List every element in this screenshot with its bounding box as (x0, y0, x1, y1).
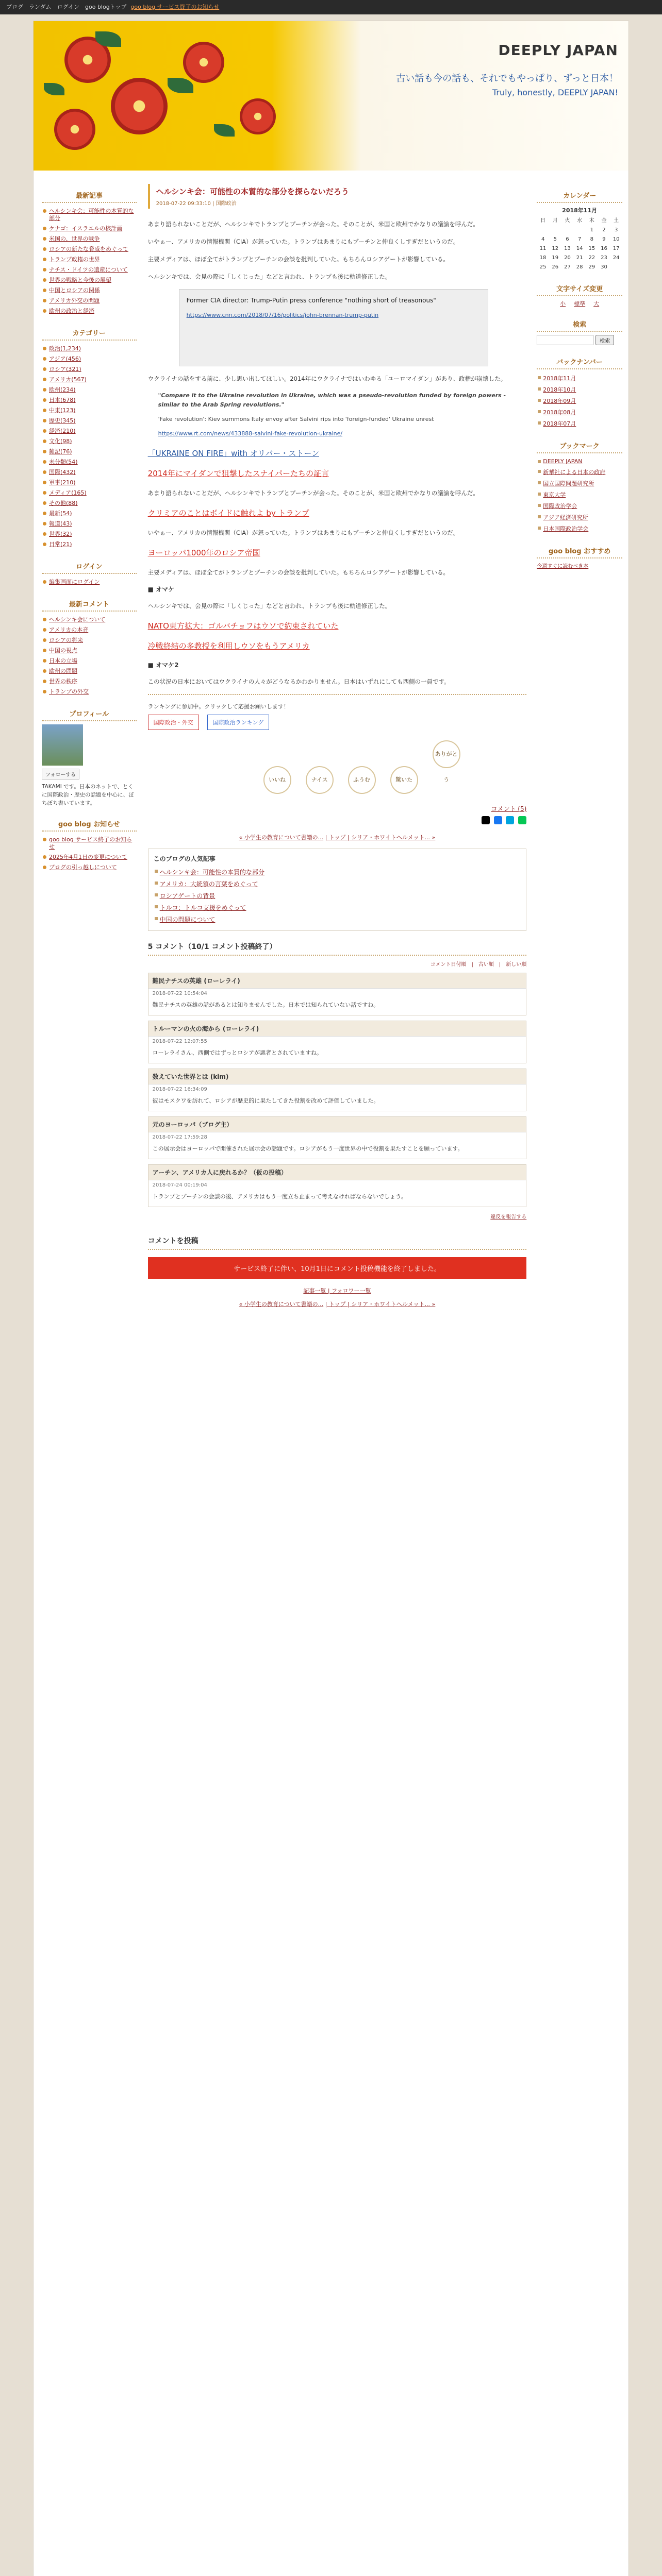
bookmark-list (537, 456, 622, 534)
comment-body: トランプとプーチンの会談の後、アメリカはもう一度立ち止まって考えなければならないでしょう。 (152, 1193, 407, 1200)
recent-entry-link[interactable]: 世界の戦略と今後の展望 (42, 275, 137, 285)
calendar-day[interactable]: 23 (601, 255, 607, 261)
category-link[interactable]: 未分類(54) (42, 457, 137, 467)
goo-news-link[interactable]: ブログの引っ越しについて (42, 862, 137, 873)
entry-paragraph: いやぁー、アメリカの情報機関（CIA）が怒っていた。トランプはあまりにもプーチンと仲良くしすぎだというのだ。 (147, 238, 459, 245)
entry-paragraph: あまり語られないことだが、ヘルシンキでトランプとプーチンが会った。そのことが、米国と欧州でかなりの議論を呼んだ。 (147, 489, 479, 497)
calendar-day[interactable]: 10 (613, 236, 620, 242)
calendar-day[interactable]: 30 (601, 264, 607, 270)
top-links[interactable]: ブログ ランダム ログイン goo blogトップ (6, 4, 127, 10)
archive-heading: バックナンバー (537, 352, 622, 369)
bookmark-link[interactable]: アジア経済研究所 (537, 512, 622, 523)
sniper-article-link[interactable]: 2014年にマイダンで狙撃したスナイパーたちの証言 (147, 469, 329, 478)
appendix2-heading: ■ オマケ2 (147, 662, 179, 669)
archive-link[interactable]: 2018年08月 (537, 406, 622, 418)
calendar-month: 2018年11月 (562, 207, 598, 214)
camellia-flower-icon (111, 78, 168, 134)
comment-item (148, 1021, 527, 1063)
comment-sort[interactable]: コメント日付順 | 古い順 | 新しい順 (430, 962, 527, 968)
report-link[interactable]: 違反を報告する (490, 1214, 527, 1220)
recent-entry-link[interactable]: ナチス・ドイツの遺産について (42, 265, 137, 275)
goo-news-list (42, 835, 137, 873)
calendar-day[interactable]: 11 (539, 246, 547, 251)
recent-entry-link[interactable]: 欧州の政治と経済 (42, 306, 137, 316)
comment-date: 2018-07-22 12:07:55 (152, 1039, 207, 1044)
calendar-weekday: 月 (552, 218, 558, 224)
category-link[interactable]: 最新(54) (42, 509, 137, 519)
recent-entry-link[interactable]: 中国とロシアの関係 (42, 285, 137, 296)
archive-link[interactable]: 2018年07月 (537, 418, 622, 429)
calendar-day[interactable]: 17 (613, 246, 620, 251)
calendar-weekday: 日 (540, 218, 546, 224)
login-link[interactable]: 編集画面にログイン (42, 577, 137, 587)
crimea-article-link[interactable]: クリミアのことはボイドに触れよ by トランプ (147, 509, 309, 518)
bookmark-link[interactable]: 日本国際政治学会 (537, 523, 622, 534)
related-entry-link[interactable]: ヘルシンキ会：可能性の本質的な部分 (154, 866, 521, 878)
calendar-day[interactable]: 1 (590, 227, 593, 233)
bookmark-heading: ブックマーク (537, 436, 622, 453)
calendar-day[interactable] (610, 263, 622, 272)
calendar-day[interactable]: 12 (552, 246, 559, 251)
bookmark-link[interactable]: DEEPLY JAPAN (537, 456, 622, 466)
recent-comment-link[interactable]: 日本の立場 (42, 656, 137, 666)
facebook-share-icon[interactable] (494, 816, 502, 824)
entry-paragraph: ヘルシンキでは、会見の際に「しくじった」などと言われ、トランプも後に軌道修正した。 (147, 602, 391, 609)
calendar-day[interactable]: 29 (588, 264, 595, 270)
comment-body: 彼はモスクワを訪れて、ロシアが歴史的に果たしてきた役割を改めて評価していました。 (152, 1097, 379, 1104)
next-entry-link-bottom[interactable]: | トップ | シリア・ホワイトヘルメット... » (325, 1301, 436, 1308)
archive-link[interactable]: 2018年11月 (537, 372, 622, 384)
quote-block: "Compare it to the Ukraine revolution in Ukraine, which was a pseudo-revolution funded by foreign powers - similar to the Arab Spring revolutions." (158, 392, 506, 408)
category-link[interactable]: 経済(210) (42, 426, 137, 436)
calendar-day[interactable]: 9 (602, 236, 606, 242)
calendar-day[interactable]: 13 (564, 246, 571, 251)
related-entry-link[interactable]: アメリカ：大統領の言葉をめぐって (154, 878, 521, 890)
category-heading: カテゴリー (42, 324, 137, 341)
calendar-day[interactable]: 28 (576, 264, 583, 270)
category-link[interactable]: 文化(98) (42, 436, 137, 447)
hatena-share-icon[interactable] (506, 816, 514, 824)
search-input[interactable] (537, 335, 593, 345)
calendar-weekday: 木 (589, 218, 594, 224)
recent-entry-link[interactable]: ヘルシンキ会：可能性の本質的な部分 (42, 206, 137, 224)
ranking-button-1[interactable]: 国際政治・外交 (148, 715, 199, 730)
comment-date: 2018-07-22 16:34:09 (152, 1087, 207, 1092)
video-title: Former CIA director: Trump-Putin press conference "nothing short of treasonous" (186, 297, 436, 304)
camellia-flower-icon (183, 42, 224, 83)
appendix-heading: ■ オマケ (147, 586, 175, 593)
bookmark-link[interactable]: 新華社による日本の政府 (537, 466, 622, 478)
calendar-day[interactable]: 19 (552, 255, 559, 261)
category-link[interactable]: 日本(678) (42, 395, 137, 405)
recent-comment-link[interactable]: 欧州の問題 (42, 666, 137, 676)
recent-comment-link[interactable]: アメリカの本音 (42, 625, 137, 635)
leaf-icon (214, 124, 235, 137)
comment-item (148, 1069, 527, 1111)
reaction-button[interactable]: 驚いた (390, 766, 418, 794)
category-link[interactable]: アジア(456) (42, 354, 137, 364)
camellia-flower-icon (240, 98, 276, 134)
goo-news-link[interactable]: 2025年4月1日の変更について (42, 852, 137, 862)
left-sidebar (34, 179, 142, 1308)
embedded-video[interactable] (179, 289, 488, 366)
recent-comment-link[interactable]: トランプの外交 (42, 687, 137, 697)
x-share-icon[interactable] (482, 816, 490, 824)
category-list (42, 344, 137, 550)
calendar-day[interactable]: 22 (588, 255, 595, 261)
prev-entry-link[interactable]: « 小学生の教育について書籍の... (239, 834, 324, 841)
related-entry-link[interactable]: トルコ：トルコ支援をめぐって (154, 902, 521, 913)
archive-link[interactable]: 2018年10月 (537, 384, 622, 395)
cold-war-end-link[interactable]: 冷戦終結の多教授を利用しウソをもうアメリカ (147, 641, 310, 651)
calendar-day[interactable] (537, 226, 549, 235)
calendar-weekday: 水 (577, 218, 583, 224)
entry-paragraph: 主要メディアは、ほぼ全てがトランプとプーチンの会談を批判していた。もちろんロシアゲートが影響している。 (147, 256, 449, 263)
category-link[interactable]: ロシア(321) (42, 364, 137, 375)
related-entry-link[interactable]: 中国の問題について (154, 913, 521, 925)
recent-comment-link[interactable]: ヘルシンキ会について (42, 615, 137, 625)
leaf-icon (168, 78, 193, 93)
bookmark-link[interactable]: 国立国際問題研究所 (537, 478, 622, 489)
related-heading: このブログの人気記事 (153, 855, 216, 862)
calendar-day[interactable]: 5 (553, 236, 557, 242)
font-size-option[interactable]: 大 (593, 300, 600, 307)
calendar-weekday: 金 (601, 218, 607, 224)
related-entry-link[interactable]: ロシアゲートの背景 (154, 890, 521, 902)
recent-comment-link[interactable]: 中国の視点 (42, 646, 137, 656)
leaf-icon (44, 83, 64, 95)
recent-entry-link[interactable]: ロシアの新たな脅威をめぐって (42, 244, 137, 255)
top-bar (0, 0, 662, 14)
calendar-heading: カレンダー (537, 186, 622, 203)
related-list (154, 866, 521, 925)
category-link[interactable]: メディア(165) (42, 488, 137, 498)
comment-title: 元のヨーロッパ（ブログ主） (148, 1117, 526, 1132)
calendar-day[interactable]: 3 (614, 227, 618, 233)
category-link[interactable]: アメリカ(567) (42, 375, 137, 385)
search-button[interactable]: 検索 (595, 335, 614, 345)
calendar-day[interactable] (573, 226, 586, 235)
recent-entries-heading: 最新記事 (42, 186, 137, 203)
goo-recommend-text[interactable]: 今週すぐに読むべき本 (537, 564, 589, 569)
font-size-options (537, 299, 622, 308)
font-size-option[interactable]: 標準 (574, 300, 586, 307)
calendar-weekdays (537, 216, 622, 226)
recent-entry-link[interactable]: ケナゴ：イスラエルの核計画 (42, 224, 137, 234)
calendar-day[interactable]: 7 (577, 236, 582, 242)
recent-entry-link[interactable]: アメリカ外交の問題 (42, 296, 137, 306)
goo-news-link[interactable]: goo blog サービス終了のお知らせ (42, 835, 137, 852)
next-entry-link[interactable]: | トップ | シリア・ホワイトヘルメット... » (325, 834, 436, 841)
calendar-day[interactable]: 20 (564, 255, 571, 261)
bookmark-link[interactable]: 国際政治学会 (537, 500, 622, 512)
calendar-day[interactable]: 26 (552, 264, 559, 270)
calendar-day[interactable]: 21 (576, 255, 583, 261)
calendar-day[interactable]: 24 (613, 255, 620, 261)
calendar-day[interactable]: 15 (588, 246, 595, 251)
comment-count-link[interactable]: コメント (5) (491, 805, 527, 812)
calendar-day[interactable]: 4 (541, 236, 545, 242)
calendar-weekday: 土 (614, 218, 619, 224)
font-size-heading: 文字サイズ変更 (537, 279, 622, 296)
rt-article-link[interactable]: https://www.rt.com/news/433888-salvini-fake-revolution-ukraine/ (158, 430, 343, 437)
comment-title: 数えていた世界とは (kim) (148, 1069, 526, 1084)
related-box (148, 849, 527, 931)
archive-list (537, 372, 622, 429)
ukraine-on-fire-link[interactable]: 「UKRAINE ON FIRE」with オリバー・ストーン (147, 449, 320, 458)
calendar-day[interactable] (549, 226, 561, 235)
goo-news-heading: goo blog お知らせ (42, 815, 137, 832)
comment-title: 難民ナチスの英雄 (ローレライ) (148, 973, 526, 989)
calendar-day[interactable]: 27 (564, 264, 571, 270)
comment-title: アーチン、アメリカ人に戻れるか？（仮の投稿） (148, 1165, 526, 1180)
calendar-day[interactable]: 8 (590, 236, 593, 242)
blog-subtitle-en: Truly, honestly, DEEPLY JAPAN! (492, 88, 618, 97)
profile-text: TAKAMI です。日本のネットで、とくに国際政治・歴史の話題を中心に、ぼちぼち書いています。 (42, 784, 134, 806)
blog-subtitle: 古い話も今の話も、それでもやっぱり、ずっと日本！ (396, 73, 618, 84)
category-link[interactable]: 雑記(76) (42, 447, 137, 457)
ranking-button-2[interactable]: 国際政治ランキング (207, 715, 270, 730)
comment-body: この展示会はヨーロッパで開催された展示会の話題です。ロシアがもう一度世界の中で役割を果たすことを願っています。 (152, 1145, 464, 1152)
avatar[interactable] (42, 724, 83, 766)
recent-entry-link[interactable]: トランプ政権の世界 (42, 255, 137, 265)
category-link[interactable]: 欧州(234) (42, 385, 137, 395)
bookmark-link[interactable]: 東京大学 (537, 489, 622, 500)
comment-title: トルーマンの火の海から (ローレライ) (148, 1021, 526, 1037)
login-heading: ログイン (42, 557, 137, 574)
recent-comment-link[interactable]: ロシアの将来 (42, 635, 137, 646)
entry-paragraph: ウクライナの話をする前に、少し思い出してほしい。2014年にウクライナではいわゆる「ユーロマイダン」があり、政権が崩壊した。 (147, 375, 507, 382)
entry-header (148, 184, 527, 209)
quote-block: 'Fake revolution': Kiev summons Italy envoy after Salvini rips into 'foreign-funded' Ukraine unrest (158, 416, 434, 422)
camellia-flower-icon (54, 109, 95, 150)
category-link[interactable]: 国際(432) (42, 467, 137, 478)
reaction-button[interactable]: ふうむ (348, 766, 376, 794)
blog-wrapper (33, 21, 629, 2576)
calendar-day[interactable]: 18 (539, 255, 547, 261)
russia-empire-link[interactable]: ヨーロッパ1000年のロシア帝国 (147, 548, 260, 557)
video-url-link[interactable]: https://www.cnn.com/2018/07/16/politics/john-brennan-trump-putin (186, 312, 379, 318)
blog-title[interactable]: DEEPLY JAPAN (498, 42, 618, 59)
entry-paragraph: 主要メディアは、ほぼ全てがトランプとプーチンの会談を批判していた。もちろんロシアゲートが影響している。 (147, 569, 449, 576)
divider (148, 694, 527, 695)
category-link[interactable]: 日常(21) (42, 539, 137, 550)
search-heading: 検索 (537, 315, 622, 332)
calendar-day[interactable]: 14 (576, 246, 583, 251)
calendar-days (537, 226, 622, 272)
comments-list (148, 973, 527, 1207)
reaction-button[interactable]: いいね (263, 766, 291, 794)
blog-header (34, 21, 628, 171)
category-link[interactable]: 歴史(345) (42, 416, 137, 426)
reaction-button[interactable]: ありがとう (433, 740, 460, 768)
comment-item (148, 1116, 527, 1159)
calendar-day[interactable] (561, 226, 574, 235)
bottom-nav[interactable]: 記事一覧 | フォロワー一覧 (303, 1287, 371, 1294)
recent-entry-link[interactable]: 米国の、世界の戦争 (42, 234, 137, 244)
nato-expansion-link[interactable]: NATO東方拡大：ゴルバチョフはウソで約束されていた (147, 621, 339, 631)
goo-recommend-heading: goo blog おすすめ (537, 541, 622, 558)
comment-item (148, 973, 527, 1015)
recent-comments-list (42, 615, 137, 697)
entry-paragraph: この状況の日本においてはウクライナの人々がどうなるかわかりません。日本はいずれにしても西側の一員です。 (147, 678, 450, 685)
prev-entry-link-bottom[interactable]: « 小学生の教育について書籍の... (239, 1301, 324, 1308)
calendar-day[interactable]: 25 (539, 264, 547, 270)
right-sidebar (533, 179, 628, 1308)
reaction-button[interactable]: ナイス (306, 766, 334, 794)
entry-meta: 2018-07-22 09:33:10 | 国際政治 (156, 201, 237, 207)
line-share-icon[interactable] (518, 816, 526, 824)
comment-body: ローレライさん、西側ではずっとロシアが悪者とされていますね。 (152, 1049, 323, 1056)
comment-body: 難民ナチスの英雄の話があるとは知りませんでした。日本では知られていない話ですね。 (152, 1002, 379, 1008)
comment-date: 2018-07-22 17:59:28 (152, 1134, 207, 1140)
calendar-day[interactable]: 2 (602, 227, 606, 233)
reaction-buttons (256, 740, 527, 794)
category-link[interactable]: 中東(123) (42, 405, 137, 416)
category-link[interactable]: その他(88) (42, 498, 137, 509)
entry-paragraph: あまり語られないことだが、ヘルシンキでトランプとプーチンが会った。そのことが、米国と欧州でかなりの議論を呼んだ。 (147, 221, 479, 228)
recent-comment-link[interactable]: 世界の秩序 (42, 676, 137, 687)
category-link[interactable]: 報道(43) (42, 519, 137, 529)
comment-item (148, 1164, 527, 1207)
entry-title[interactable]: ヘルシンキ会：可能性の本質的な部分を探らないだろう (156, 187, 349, 196)
category-link[interactable]: 政治(1,234) (42, 344, 137, 354)
comment-date: 2018-07-24 00:19:04 (152, 1182, 207, 1188)
comment-closed-notice: サービス終了に伴い、10月1日にコメント投稿機能を終了しました。 (148, 1257, 527, 1279)
profile-heading: プロフィール (42, 704, 137, 721)
service-end-alert-link[interactable]: goo blog サービス終了のお知らせ (130, 4, 220, 10)
archive-link[interactable]: 2018年09月 (537, 395, 622, 406)
recent-entries-list (42, 206, 137, 316)
comments-heading: 5 コメント（10/1 コメント投稿終了） (148, 941, 527, 956)
calendar-day[interactable]: 16 (601, 246, 607, 251)
calendar-weekday: 火 (565, 218, 570, 224)
category-link[interactable]: 軍事(210) (42, 478, 137, 488)
follow-button[interactable]: フォローする (42, 769, 79, 779)
entry-paragraph: いやぁー、アメリカの情報機関（CIA）が怒っていた。トランプはあまりにもプーチンと仲良くしすぎだというのだ。 (147, 529, 459, 536)
post-comment-heading: コメントを投稿 (148, 1235, 527, 1250)
comment-date: 2018-07-22 10:54:04 (152, 991, 207, 996)
ranking-text: ランキングに参加中。クリックして応援お願いします！ (147, 703, 289, 710)
font-size-option[interactable]: 小 (560, 300, 566, 307)
calendar-day[interactable]: 6 (566, 236, 569, 242)
main-content (142, 179, 533, 1308)
recent-comments-heading: 最新コメント (42, 595, 137, 612)
entry-paragraph: ヘルシンキでは、会見の際に「しくじった」などと言われ、トランプも後に軌道修正した。 (147, 273, 391, 280)
header-title-block (396, 42, 618, 97)
category-link[interactable]: 世界(32) (42, 529, 137, 539)
